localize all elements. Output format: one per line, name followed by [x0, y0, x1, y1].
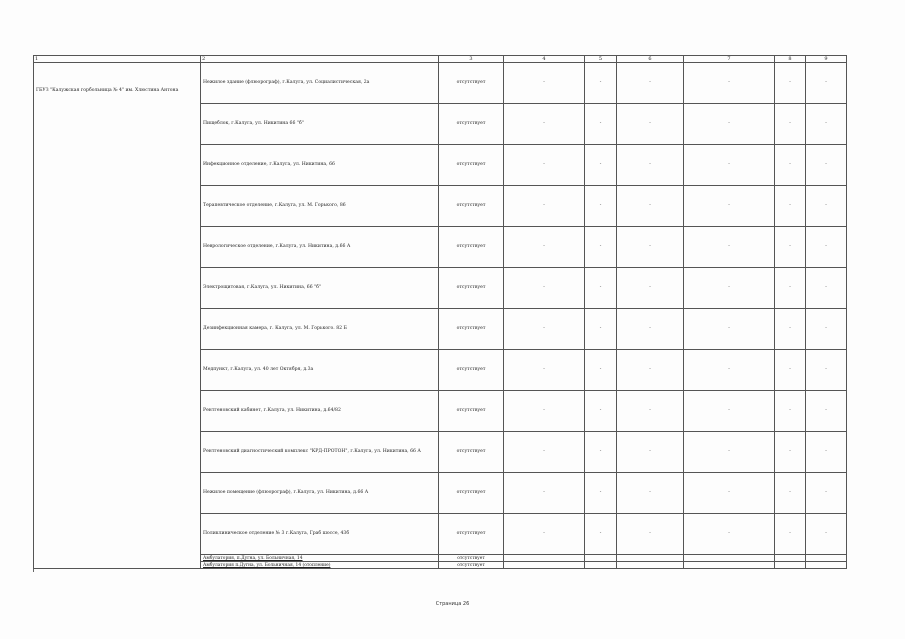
value-cell: - — [504, 145, 585, 186]
empty-cell — [775, 555, 806, 562]
value-cell: - — [617, 391, 684, 432]
value-cell: - — [504, 268, 585, 309]
value-cell: - — [775, 473, 806, 514]
header-cell-2: 2 — [201, 56, 439, 63]
status-cell: отсутствует — [439, 391, 504, 432]
empty-cell — [806, 562, 847, 569]
value-cell: - — [504, 63, 585, 104]
value-cell: - — [504, 350, 585, 391]
value-cell: - — [806, 432, 847, 473]
organization-cell: ГБУЗ "Калужская горбольница № 4" им. Хлюстина Антона — [34, 63, 201, 569]
status-cell: отсутствует — [439, 145, 504, 186]
value-cell: - — [617, 104, 684, 145]
value-cell: - — [585, 473, 617, 514]
value-cell: - — [585, 309, 617, 350]
status-cell: отсутствует — [439, 309, 504, 350]
value-cell: - — [806, 227, 847, 268]
value-cell: - — [806, 391, 847, 432]
value-cell: - — [617, 268, 684, 309]
value-cell: - — [775, 350, 806, 391]
value-cell: - — [775, 391, 806, 432]
value-cell: - — [585, 268, 617, 309]
value-cell: - — [585, 514, 617, 555]
table-row — [34, 63, 847, 104]
empty-cell — [504, 555, 585, 562]
status-cell: отсутствует — [439, 350, 504, 391]
value-cell: - — [504, 432, 585, 473]
empty-cell — [504, 562, 585, 569]
empty-cell — [775, 562, 806, 569]
header-cell-5: 5 — [585, 56, 617, 63]
object-name-cell: Пищеблок, г.Калуга, ул. Никитина 66 "б" — [201, 104, 439, 145]
object-name-cell: Медпункт, г.Калуга, ул. 40 лет Октября, д.3а — [201, 350, 439, 391]
value-cell: - — [504, 309, 585, 350]
value-cell: - — [806, 309, 847, 350]
header-row — [34, 56, 847, 63]
object-name-cell: Нежилое здание (флюорограф), г.Калуга, ул. Социалистическая, 2а — [201, 63, 439, 104]
empty-cell — [585, 555, 617, 562]
value-cell: - — [775, 514, 806, 555]
value-cell: - — [806, 350, 847, 391]
header-cell-4: 4 — [504, 56, 585, 63]
value-cell: - — [806, 186, 847, 227]
value-cell: - — [684, 63, 775, 104]
empty-cell — [684, 562, 775, 569]
object-name-cell: Поликлиническое отделение № 3 г.Калуга, Граб шоссе, 43б — [201, 514, 439, 555]
empty-cell — [684, 555, 775, 562]
status-cell: отсутствует — [439, 473, 504, 514]
value-cell: - — [617, 145, 684, 186]
value-cell: - — [684, 514, 775, 555]
value-cell: - — [617, 514, 684, 555]
value-cell: - — [504, 227, 585, 268]
value-cell: - — [684, 473, 775, 514]
value-cell: - — [684, 186, 775, 227]
object-name-cell: Инфекционное отделение, г.Калуга, ул. Никитина, 66 — [201, 145, 439, 186]
value-cell: - — [806, 104, 847, 145]
status-cell: отсутствует — [439, 562, 504, 569]
header-cell-6: 6 — [617, 56, 684, 63]
status-cell: отсутствует — [439, 514, 504, 555]
status-cell: отсутствует — [439, 432, 504, 473]
value-cell: - — [775, 104, 806, 145]
value-cell: - — [617, 309, 684, 350]
object-name-cell: Рентгеновский диагностический комплекс "КРД-ПРОТОН", г.Калуга, ул. Никитина, 66 А — [201, 432, 439, 473]
status-cell: отсутствует — [439, 227, 504, 268]
header-cell-9: 9 — [806, 56, 847, 63]
object-name-cell: Дезинфекционная камера, г. Калуга, ул. М. Горького. 82 Б — [201, 309, 439, 350]
empty-cell — [585, 562, 617, 569]
value-cell: - — [775, 63, 806, 104]
table-edge-mark — [33, 569, 34, 572]
empty-cell — [617, 555, 684, 562]
value-cell: - — [806, 63, 847, 104]
value-cell: - — [806, 473, 847, 514]
value-cell: - — [775, 268, 806, 309]
value-cell: - — [684, 350, 775, 391]
value-cell: - — [617, 473, 684, 514]
value-cell: - — [617, 63, 684, 104]
status-cell: отсутствует — [439, 104, 504, 145]
value-cell: - — [806, 268, 847, 309]
value-cell: - — [585, 63, 617, 104]
value-cell: - — [684, 104, 775, 145]
value-cell: - — [585, 432, 617, 473]
value-cell: - — [775, 186, 806, 227]
object-name-cell: Рентгеновский кабинет, г.Калуга, ул. Никитина, д.64/82 — [201, 391, 439, 432]
status-cell: отсутствует — [439, 268, 504, 309]
value-cell: - — [585, 391, 617, 432]
value-cell: - — [684, 309, 775, 350]
value-cell: - — [684, 145, 775, 186]
status-cell: отсутствует — [439, 555, 504, 562]
value-cell: - — [684, 227, 775, 268]
value-cell: - — [806, 145, 847, 186]
value-cell: - — [504, 473, 585, 514]
value-cell: - — [617, 186, 684, 227]
value-cell: - — [775, 145, 806, 186]
value-cell: - — [585, 227, 617, 268]
value-cell: - — [775, 227, 806, 268]
value-cell: - — [585, 186, 617, 227]
object-name-cell: Амбулатория, п.Дугна, ул. Больничная, 14 — [201, 555, 439, 562]
value-cell: - — [775, 309, 806, 350]
value-cell: - — [504, 104, 585, 145]
value-cell: - — [504, 391, 585, 432]
empty-cell — [806, 555, 847, 562]
object-name-cell: Нежилое помещение (флюорограф), г.Калуга, ул. Никитина, д.66 А — [201, 473, 439, 514]
value-cell: - — [775, 432, 806, 473]
value-cell: - — [585, 145, 617, 186]
header-cell-1: 1 — [34, 56, 201, 63]
header-cell-3: 3 — [439, 56, 504, 63]
object-name-cell: Неврологическое отделение, г.Калуга, ул. Никитина, д.66 А — [201, 227, 439, 268]
value-cell: - — [585, 350, 617, 391]
value-cell: - — [684, 391, 775, 432]
header-cell-7: 7 — [684, 56, 775, 63]
data-table — [33, 55, 847, 569]
value-cell: - — [504, 514, 585, 555]
page-number: Страница 26 — [435, 601, 470, 607]
status-cell: отсутствует — [439, 186, 504, 227]
value-cell: - — [684, 268, 775, 309]
value-cell: - — [617, 350, 684, 391]
value-cell: - — [617, 432, 684, 473]
empty-cell — [617, 562, 684, 569]
status-cell: отсутствует — [439, 63, 504, 104]
value-cell: - — [504, 186, 585, 227]
value-cell: - — [806, 514, 847, 555]
object-name-cell: Амбулатория п.Дугна, ул. Больничная, 14 (отопление) — [201, 562, 439, 569]
header-cell-8: 8 — [775, 56, 806, 63]
value-cell: - — [585, 104, 617, 145]
object-name-cell: Электрощитовая, г.Калуга, ул. Никитина, 66 "б" — [201, 268, 439, 309]
value-cell: - — [684, 432, 775, 473]
object-name-cell: Терапевтическое отделение, г.Калуга, ул. М. Горького, 86 — [201, 186, 439, 227]
value-cell: - — [617, 227, 684, 268]
